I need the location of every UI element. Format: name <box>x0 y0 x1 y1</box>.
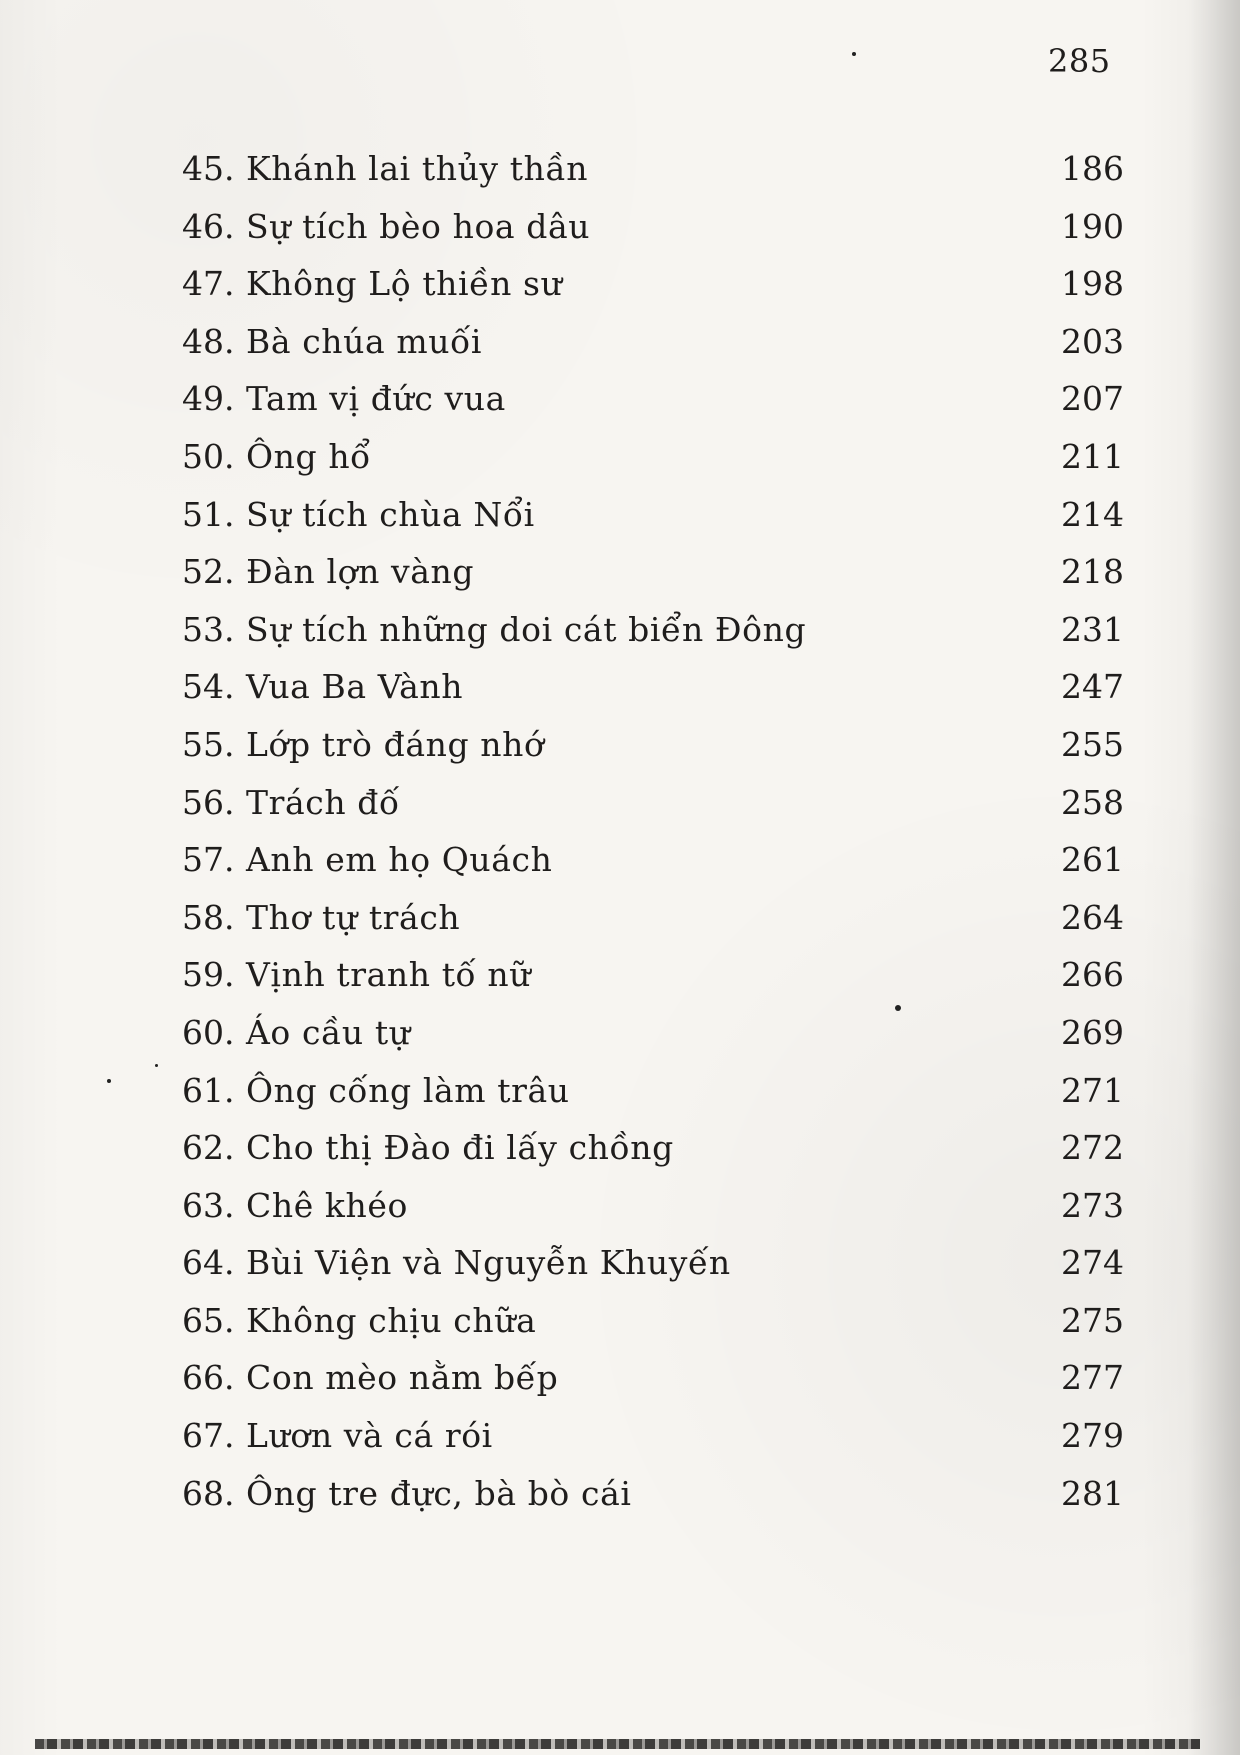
entry-page: 273 <box>1061 1185 1124 1225</box>
entry-number: 67. <box>182 1416 235 1456</box>
entry-page: 198 <box>1061 264 1124 304</box>
entry-page: 255 <box>1061 724 1124 764</box>
entry-page: 266 <box>1061 955 1124 995</box>
entry-title: Không Lộ thiền sư <box>246 264 563 304</box>
entry-title: Bà chúa muối <box>246 321 483 361</box>
toc-entry <box>182 716 1124 774</box>
toc-entry <box>182 946 1124 1004</box>
entry-title: Lớp trò đáng nhớ <box>246 724 545 764</box>
toc-entry <box>182 1407 1124 1465</box>
entry-number: 56. <box>182 782 235 822</box>
entry-page: 186 <box>1061 149 1124 188</box>
dust-speck <box>852 52 856 56</box>
entry-number: 47. <box>182 264 235 304</box>
entry-title: Bùi Viện và Nguyễn Khuyến <box>246 1243 731 1283</box>
page-shadow <box>1188 0 1240 1755</box>
entry-title: Lươn và cá rói <box>246 1416 493 1456</box>
dust-speck <box>155 1064 158 1067</box>
entry-number: 65. <box>182 1300 235 1340</box>
entry-page: 207 <box>1061 379 1124 419</box>
toc-entry <box>182 1062 1124 1120</box>
toc-entry <box>182 1349 1124 1407</box>
entry-number: 55. <box>182 724 235 764</box>
entry-page: 271 <box>1061 1070 1124 1110</box>
entry-title: Tam vị đức vua <box>246 379 506 419</box>
entry-title: Sự tích những doi cát biển Đông <box>246 609 807 649</box>
entry-number: 45. <box>182 149 235 188</box>
entry-title: Vua Ba Vành <box>246 667 464 707</box>
toc-entry <box>182 1292 1124 1350</box>
entry-title: Vịnh tranh tố nữ <box>246 955 532 995</box>
entry-number: 64. <box>182 1243 235 1283</box>
entry-page: 275 <box>1061 1300 1124 1340</box>
entry-title: Đàn lợn vàng <box>246 552 475 592</box>
entry-title: Không chịu chữa <box>246 1300 537 1340</box>
entry-number: 59. <box>182 955 235 995</box>
entry-page: 277 <box>1061 1358 1124 1398</box>
toc-entry <box>182 198 1124 256</box>
toc-entry <box>182 428 1124 486</box>
entry-number: 63. <box>182 1185 235 1225</box>
toc-entry <box>182 1004 1124 1062</box>
toc-entry <box>182 774 1124 832</box>
entry-title: Cho thị Đào đi lấy chồng <box>246 1128 674 1168</box>
entry-title: Anh em họ Quách <box>246 840 553 880</box>
entry-number: 51. <box>182 494 235 534</box>
entry-number: 60. <box>182 1012 235 1052</box>
entry-page: 190 <box>1061 206 1124 246</box>
dust-speck <box>107 1079 111 1083</box>
toc-entry <box>182 1234 1124 1292</box>
entry-title: Ông tre đực, bà bò cái <box>246 1473 632 1513</box>
entry-number: 49. <box>182 379 235 419</box>
page-number: 285 <box>1048 42 1111 80</box>
entry-number: 46. <box>182 206 235 246</box>
entry-title: Sự tích bèo hoa dâu <box>246 206 591 246</box>
toc-entry <box>182 313 1124 371</box>
entry-title: Ông cống làm trâu <box>246 1070 570 1110</box>
toc-entry <box>182 255 1124 313</box>
entry-page: 258 <box>1061 782 1124 822</box>
entry-title: Thơ tự trách <box>246 897 461 937</box>
entry-title: Áo cầu tự <box>246 1012 411 1052</box>
entry-page: 269 <box>1061 1012 1124 1052</box>
entry-number: 57. <box>182 840 235 880</box>
entry-title: Con mèo nằm bếp <box>246 1358 559 1398</box>
toc-entry <box>182 889 1124 947</box>
toc-entry <box>182 370 1124 428</box>
entry-number: 58. <box>182 897 235 937</box>
entry-title: Chê khéo <box>246 1185 408 1225</box>
entry-number: 48. <box>182 321 235 361</box>
entry-number: 61. <box>182 1070 235 1110</box>
entry-number: 52. <box>182 552 235 592</box>
entry-number: 68. <box>182 1473 235 1513</box>
entry-number: 53. <box>182 609 235 649</box>
entry-page: 264 <box>1061 897 1124 937</box>
entry-number: 62. <box>182 1128 235 1168</box>
entry-page: 261 <box>1061 840 1124 880</box>
toc-entry <box>182 658 1124 716</box>
entry-title: Khánh lai thủy thần <box>246 149 589 188</box>
table-of-contents <box>182 140 1124 1522</box>
entry-page: 218 <box>1061 552 1124 592</box>
toc-entry <box>182 601 1124 659</box>
entry-number: 50. <box>182 436 235 476</box>
entry-title: Trách đố <box>246 782 400 822</box>
entry-page: 203 <box>1061 321 1124 361</box>
entry-title: Sự tích chùa Nổi <box>246 494 535 534</box>
entry-page: 231 <box>1061 609 1124 649</box>
entry-page: 279 <box>1061 1416 1124 1456</box>
toc-entry <box>182 1119 1124 1177</box>
entry-page: 211 <box>1061 436 1124 476</box>
toc-entry <box>182 140 1124 198</box>
entry-title: Ông hổ <box>246 436 371 476</box>
entry-page: 247 <box>1061 667 1124 707</box>
entry-page: 274 <box>1061 1243 1124 1283</box>
entry-page: 214 <box>1061 494 1124 534</box>
entry-number: 54. <box>182 667 235 707</box>
toc-entry <box>182 543 1124 601</box>
entry-page: 281 <box>1061 1473 1124 1513</box>
toc-entry <box>182 1465 1124 1523</box>
toc-entry <box>182 831 1124 889</box>
toc-entry <box>182 1177 1124 1235</box>
entry-page: 272 <box>1061 1128 1124 1168</box>
entry-number: 66. <box>182 1358 235 1398</box>
toc-entry <box>182 486 1124 544</box>
binding-strip <box>35 1739 1200 1749</box>
